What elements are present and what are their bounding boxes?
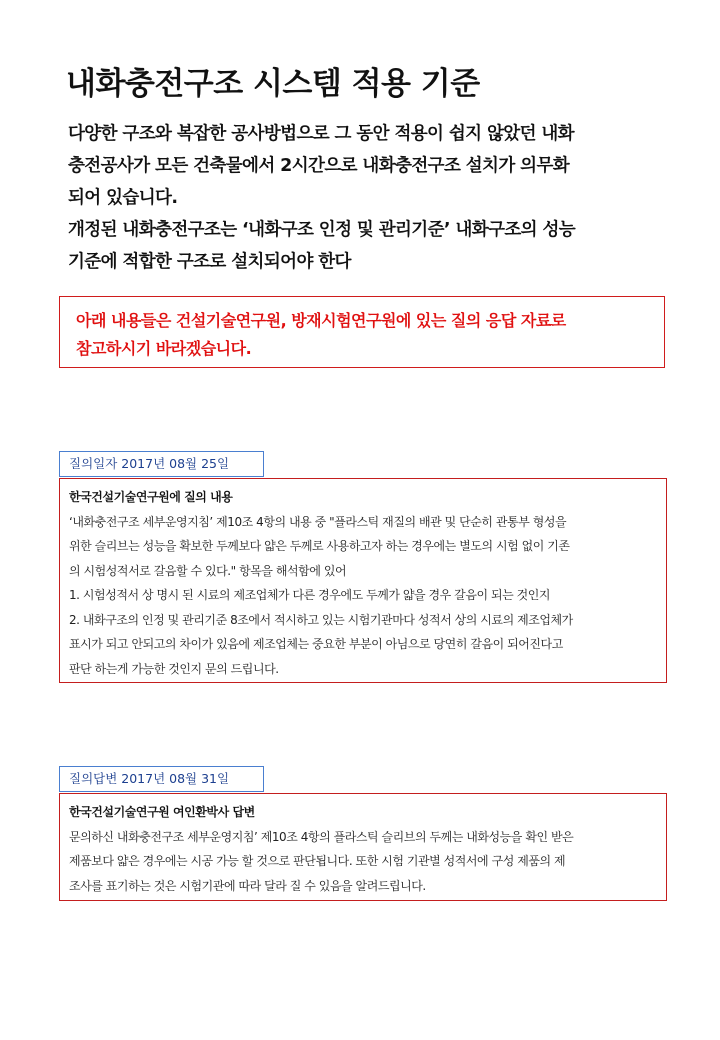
intro-line: 되어 있습니다. bbox=[68, 188, 178, 208]
question-line: 2. 내화구조의 인정 및 관리기준 8조에서 적시하고 있는 시험기관마다 성적서 상의 시료의 제조업체가 bbox=[69, 612, 573, 627]
intro-line: 개정된 내화충전구조는 ‘내화구조 인정 및 관리기준’ 내화구조의 성능 bbox=[68, 220, 576, 240]
question-line: ‘내화충전구조 세부운영지침’ 제10조 4항의 내용 중 "플라스틱 재질의 배관 및 단순히 관통부 형성을 bbox=[69, 514, 567, 529]
answer-line: 조사를 표기하는 것은 시험기관에 따라 달라 질 수 있음을 알려드립니다. bbox=[69, 878, 426, 893]
question-line: 의 시험성적서로 갈음할 수 있다." 항목을 해석함에 있어 bbox=[69, 563, 347, 578]
question-date-label: 질의일자 2017년 08월 25일 bbox=[59, 451, 264, 477]
intro-line: 충전공사가 모든 건축물에서 2시간으로 내화충전구조 설치가 의무화 bbox=[68, 156, 570, 176]
question-line: 1. 시험성적서 상 명시 된 시료의 제조업체가 다른 경우에도 두께가 얇을 경우 갈음이 되는 것인지 bbox=[69, 588, 551, 602]
notice-line: 참고하시기 바라겠습니다. bbox=[76, 339, 252, 358]
answer-heading: 한국건설기술연구원 여인환박사 답변 bbox=[69, 805, 255, 819]
intro-text bbox=[68, 118, 668, 278]
notice-box bbox=[59, 296, 665, 368]
answer-date-label: 질의답변 2017년 08월 31일 bbox=[59, 766, 264, 792]
question-line: 표시가 되고 안되고의 차이가 있음에 제조업체는 중요한 부분이 아님으로 당연히 갈음이 되어진다고 bbox=[69, 637, 563, 651]
intro-line: 다양한 구조와 복잡한 공사방법으로 그 동안 적용이 쉽지 않았던 내화 bbox=[68, 124, 574, 144]
notice-line: 아래 내용들은 건설기술연구원, 방재시험연구원에 있는 질의 응답 자료로 bbox=[76, 311, 566, 330]
page-title: 내화충전구조 시스템 적용 기준 bbox=[66, 66, 480, 102]
question-line: 위한 슬리브는 성능을 확보한 두께보다 얇은 두께로 사용하고자 하는 경우에는 별도의 시험 없이 기존 bbox=[69, 539, 570, 553]
question-heading: 한국건설기술연구원에 질의 내용 bbox=[69, 490, 233, 504]
intro-line: 기준에 적합한 구조로 설치되어야 한다 bbox=[68, 252, 351, 272]
question-box bbox=[59, 478, 667, 683]
answer-box bbox=[59, 793, 667, 901]
answer-line: 제품보다 얇은 경우에는 시공 가능 할 것으로 판단됩니다. 또한 시험 기관별 성적서에 구성 제품의 제 bbox=[69, 854, 566, 868]
answer-line: 문의하신 내화충전구조 세부운영지침’ 제10조 4항의 플라스틱 슬리브의 두께는 내화성능을 확인 받은 bbox=[69, 829, 574, 844]
question-line: 판단 하는게 가능한 것인지 문의 드립니다. bbox=[69, 661, 279, 676]
